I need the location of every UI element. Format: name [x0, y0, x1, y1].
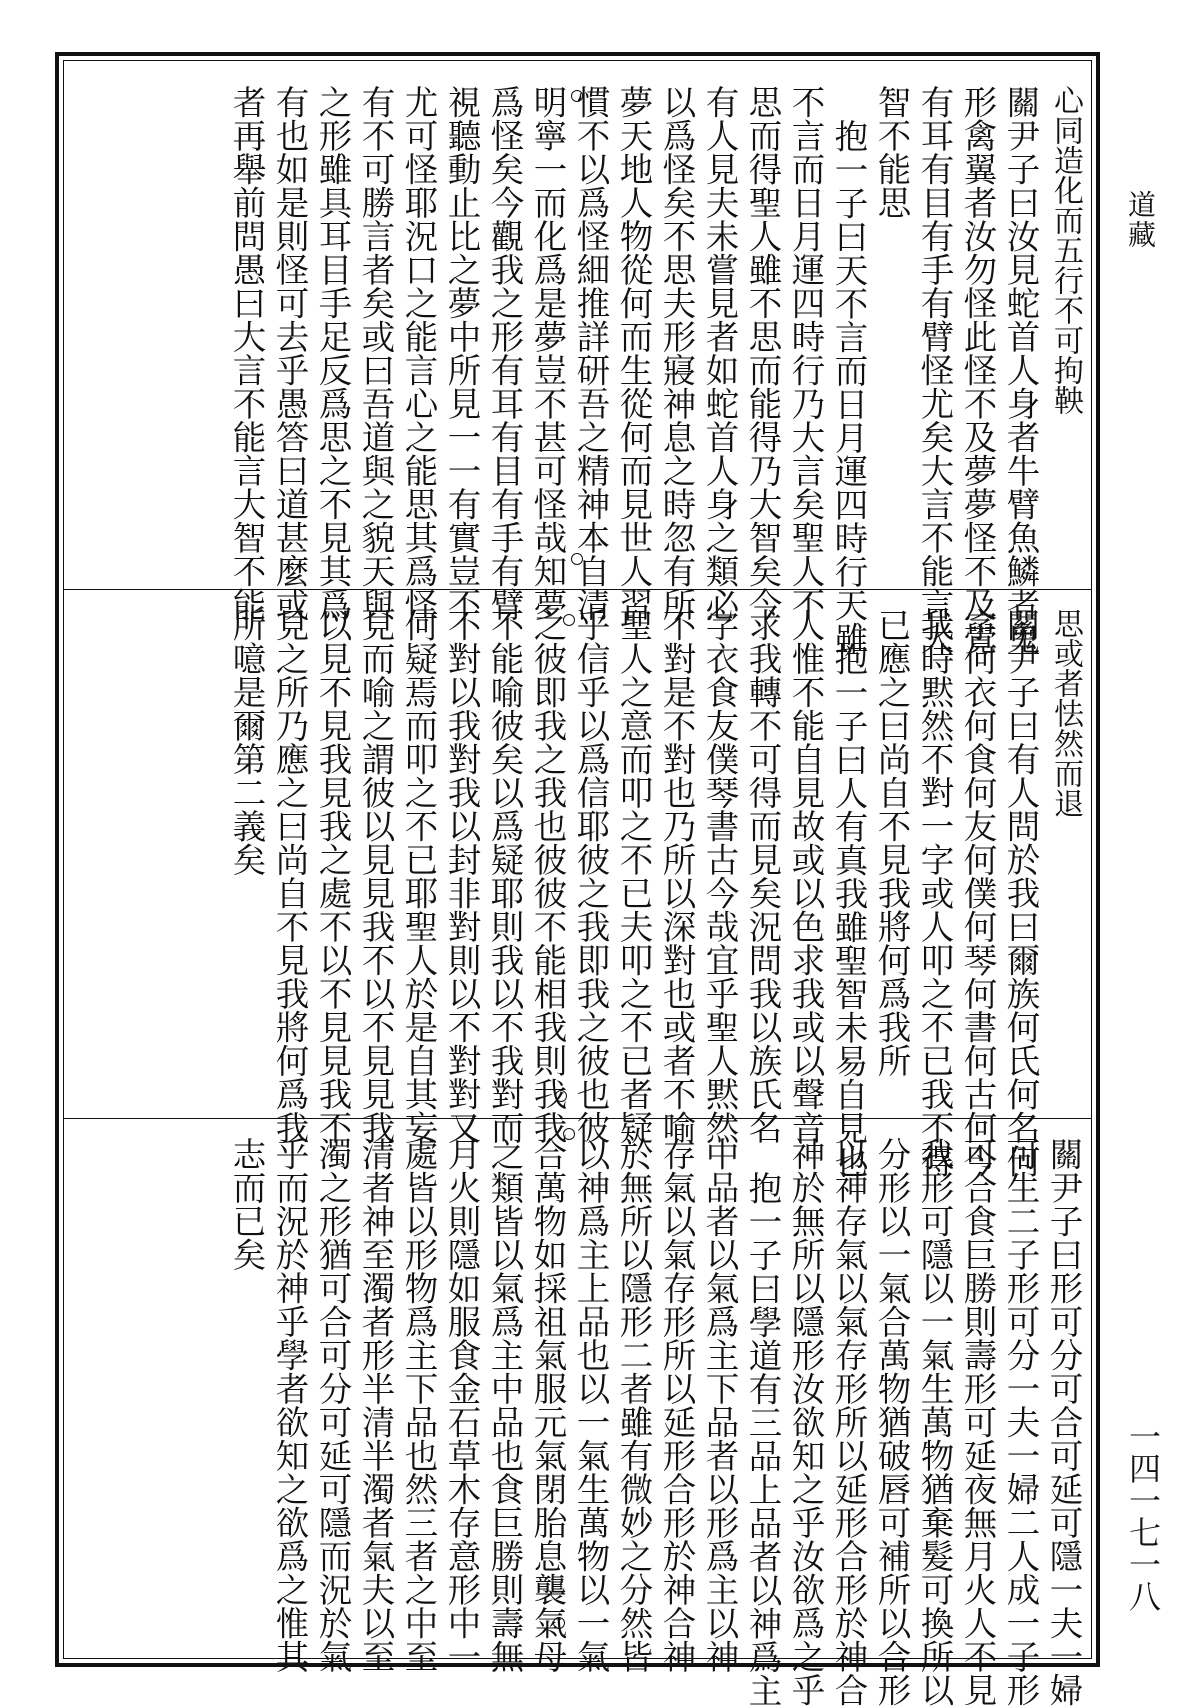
text-column: 我時黙然不對一字或人叩之不已我不得: [915, 608, 954, 1178]
text-column: 可生二子形可分一夫一婦二人成一子形: [1001, 1137, 1040, 1707]
side-page-number: 一四一七一八: [1124, 1420, 1162, 1612]
text-column: 有不可勝言者矣或曰吾道與之貌天與: [356, 85, 395, 621]
punctuation-circle-mark: [563, 1128, 575, 1140]
punctuation-circle-mark: [571, 553, 583, 565]
text-column: 夢天地人物從何而生從何而見世人習: [614, 85, 653, 621]
text-column: 明寧一而化爲是夢豈不甚可怪哉知夢: [528, 85, 567, 621]
text-column: 中品者以氣爲主下品者以形爲主以神: [700, 1137, 739, 1673]
text-column: 求我轉不可得而見矣況問我以族氏名: [743, 608, 782, 1144]
punctuation-circle-mark: [555, 1090, 567, 1102]
punctuation-circle-mark: [571, 90, 583, 102]
text-column: 思或者怯然而退: [1048, 608, 1083, 818]
text-column: 爲怪矣今觀我之形有耳有目有手有臂: [485, 85, 524, 621]
text-column: 慣不以爲怪細推詳研吾之精神本自清: [571, 85, 610, 621]
text-column: 不對是不對也乃所以深對也或者不喻: [657, 608, 696, 1144]
text-column: 之形雖具耳目手足反爲思之不見其爲: [313, 85, 352, 621]
text-column: 合萬物如採祖氣服元氣閉胎息襲氣母: [528, 1137, 567, 1673]
text-column: 不能喻彼矣以爲疑耶則我以不我對而: [485, 608, 524, 1144]
text-column: 何疑焉而叩之不已耶聖人於是自其妄: [399, 608, 438, 1144]
text-column: 視聽動止比之夢中所見一一有實豈不: [442, 85, 481, 621]
punctuation-circle-mark: [563, 614, 575, 626]
text-panel-middle: [80, 608, 1083, 1178]
text-column: 以爲怪矣不思夫形寢神息之時忽有所: [657, 85, 696, 621]
text-column: 不對以我對我以封非對則以不對對又: [442, 608, 481, 1144]
text-column: 濁之形猶可合可分可延可隱而況於氣: [313, 1137, 352, 1673]
text-column: 字何衣何食何友何僕何琴何書何古何今: [958, 608, 997, 1178]
text-column: 字衣食友僕琴書古今哉宜乎聖人黙然: [700, 608, 739, 1144]
text-column: 以神爲主上品也以一氣生萬物以一氣: [571, 1137, 610, 1673]
text-column: 尤可怪耶況口之能言心之能思其爲怪: [399, 85, 438, 621]
text-column: 見而喻之謂彼以見見我不以不見見我: [356, 608, 395, 1144]
text-column: 抱一子曰人有真我雖聖智未易自見也: [829, 642, 868, 1178]
text-column: 清者神至濁者形半清半濁者氣夫以至: [356, 1137, 395, 1673]
text-column: 關尹子曰汝見蛇首人身者牛臂魚鱗者鬼: [1001, 85, 1040, 655]
text-column: 聖人之意而叩之不已夫叩之不已者疑: [614, 608, 653, 1144]
text-column: 思而得聖人雖不思而能得乃大智矣今: [743, 85, 782, 621]
text-column: 形禽翼者汝勿怪此怪不及夢夢怪不及覺: [958, 85, 997, 655]
text-column: 乎而況於神乎學者欲知之欲爲之惟其: [270, 1137, 309, 1673]
text-column: 者再舉前問愚曰大言不能言大智不能: [227, 85, 266, 621]
text-column: 志而已矣: [227, 1137, 266, 1271]
text-column: 可合食巨勝則壽形可延夜無月火人不見: [958, 1137, 997, 1707]
text-column: 心同造化而五行不可拘鞅: [1048, 85, 1083, 415]
text-column: 見之所乃應之曰尚自不見我將何爲我: [270, 608, 309, 1144]
text-column: 以見不見我見我之處不以不見見我不: [313, 608, 352, 1144]
text-column: 於無所以隱形二者雖有微妙之分然皆: [614, 1137, 653, 1673]
text-column: 神於無所以隱形汝欲知之乎汝欲爲之乎: [786, 1137, 825, 1707]
text-column: 所噫是爾第二義矣: [227, 608, 266, 876]
text-panel-top: [80, 85, 1083, 655]
text-column: 抱一子曰天不言而日月運四時行天雖: [829, 119, 868, 655]
text-column: 之類皆以氣爲主中品也食巨勝則壽無: [485, 1137, 524, 1673]
text-panel-bottom: [80, 1137, 1083, 1707]
text-column: 分形以一氣合萬物猶破唇可補所以合形: [872, 1137, 911, 1707]
text-column: 人惟不能自見故或以色求我或以聲音: [786, 608, 825, 1144]
text-column: 乎信乎以爲信耶彼之我即我之彼也彼: [571, 608, 610, 1144]
text-column: 有人見夫未嘗見者如蛇首人身之類必: [700, 85, 739, 621]
text-column: 已應之曰尚自不見我將何爲我所: [872, 608, 911, 1077]
text-column: 有耳有目有手有臂怪尤矣大言不能言大: [915, 85, 954, 655]
text-column: 關尹子曰形可分可合可延可隱一夫一婦: [1044, 1137, 1083, 1707]
text-column: 月火則隱如服食金石草木存意形中一: [442, 1137, 481, 1673]
text-column: 抱一子曰學道有三品上品者以神爲主: [743, 1171, 782, 1707]
text-column: 關尹子曰有人問於我曰爾族何氏何名何: [1001, 608, 1040, 1178]
text-column: 存氣以氣存形所以延形合形於神合神: [657, 1137, 696, 1673]
side-title: 道藏: [1124, 190, 1157, 250]
text-column: 智不能思: [872, 85, 911, 219]
text-column: 有也如是則怪可去乎愚答曰道甚麼或: [270, 85, 309, 621]
text-column: 我形可隱以一氣生萬物猶棄髮可換所以: [915, 1137, 954, 1707]
text-column: 處皆以形物爲主下品也然三者之中至: [399, 1137, 438, 1673]
text-column: 不言而日月運四時行乃大言矣聖人不: [786, 85, 825, 621]
punctuation-circle-mark: [553, 1617, 565, 1629]
text-column: 以神存氣以氣存形所以延形合形於神合: [829, 1137, 868, 1707]
text-column: 之彼即我之我也彼彼不能相我則我我: [528, 608, 567, 1144]
